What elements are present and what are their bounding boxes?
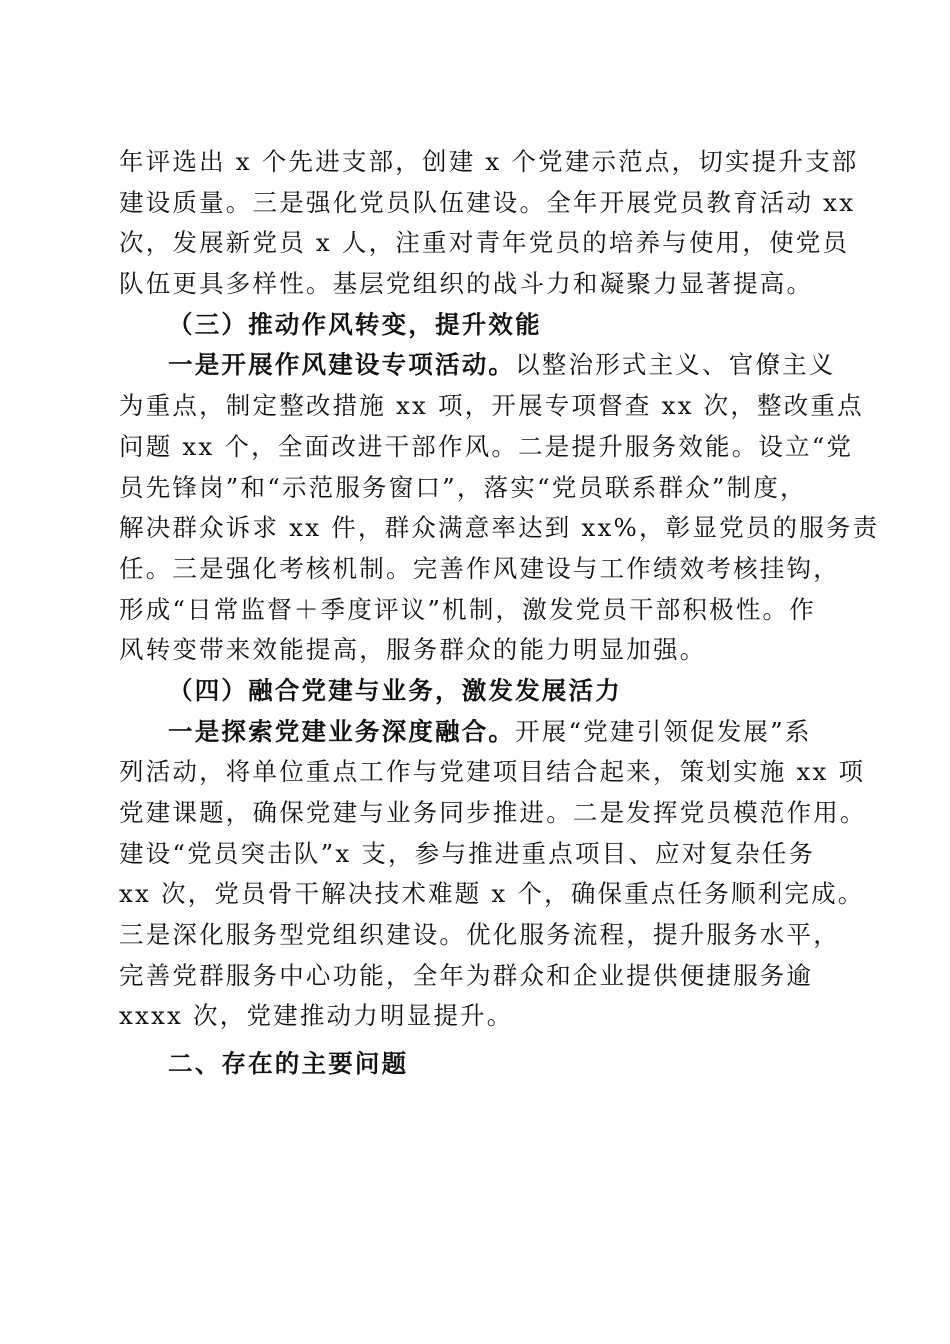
section-heading-main-problems: 二、存在的主要问题 xyxy=(168,1049,409,1079)
text-line: 为重点，制定整改措施 xx 项，开展专项督查 xx 次，整改重点 xyxy=(119,391,864,421)
paragraph-party-building-quality xyxy=(119,142,859,305)
text-fragment: 以整治形式主义、官僚主义 xyxy=(515,350,836,380)
paragraph-integration xyxy=(119,712,867,1038)
text-line: 形成“日常监督＋季度评议”机制，激发党员干部积极性。作 xyxy=(119,594,816,624)
lead-sentence: 一是开展作风建设专项活动。 xyxy=(168,350,516,380)
text-line: 队伍更具多样性。基层党组织的战斗力和凝聚力显著提高。 xyxy=(119,269,814,299)
text-line: 解决群众诉求 xx 件，群众满意率达到 xx%，彰显党员的服务责 xyxy=(119,513,880,543)
text-line: 三是深化服务型党组织建设。优化服务流程，提升服务水平， xyxy=(119,920,840,950)
text-line: 问题 xx 个，全面改进干部作风。二是提升服务效能。设立“党 xyxy=(119,431,854,461)
text-line: 建设“党员突击队”x 支，参与推进重点项目、应对复杂任务 xyxy=(119,838,816,868)
text-line: 建设质量。三是强化党员队伍建设。全年开展党员教育活动 xx xyxy=(119,187,856,217)
text-line: xxxx 次，党建推动力明显提升。 xyxy=(119,1001,514,1031)
text-line: 任。三是强化考核机制。完善作风建设与工作绩效考核挂钩， xyxy=(119,553,840,583)
lead-sentence: 一是探索党建业务深度融合。 xyxy=(168,716,516,746)
paragraph-work-style xyxy=(119,345,880,671)
text-line: xx 次，党员骨干解决技术难题 x 个，确保重点任务顺利完成。 xyxy=(119,879,865,909)
subheading-work-style: （三）推动作风转变，提升效能 xyxy=(168,309,542,339)
text-line-first xyxy=(119,712,831,753)
subheading-integration: （四）融合党建与业务，激发发展活力 xyxy=(168,675,622,705)
text-line: 次，发展新党员 x 人，注重对青年党员的培养与使用，使党员 xyxy=(119,228,850,258)
text-line: 完善党群服务中心功能，全年为群众和企业提供便捷服务逾 xyxy=(119,960,814,990)
document-body xyxy=(119,142,880,1085)
text-line: 列活动，将单位重点工作与党建项目结合起来，策划实施 xx 项 xyxy=(119,757,866,787)
text-line: 员先锋岗”和“示范服务窗口”，落实“党员联系群众”制度， xyxy=(119,472,807,502)
text-line: 年评选出 x 个先进支部，创建 x 个党建示范点，切实提升支部 xyxy=(119,147,859,176)
text-line-first xyxy=(119,345,836,386)
text-line: 风转变带来效能提高，服务群众的能力明显加强。 xyxy=(119,635,707,665)
text-fragment: 开展“党建引领促发展”系 xyxy=(515,716,812,746)
text-line: 党建课题，确保党建与业务同步推进。二是发挥党员模范作用。 xyxy=(119,798,867,827)
